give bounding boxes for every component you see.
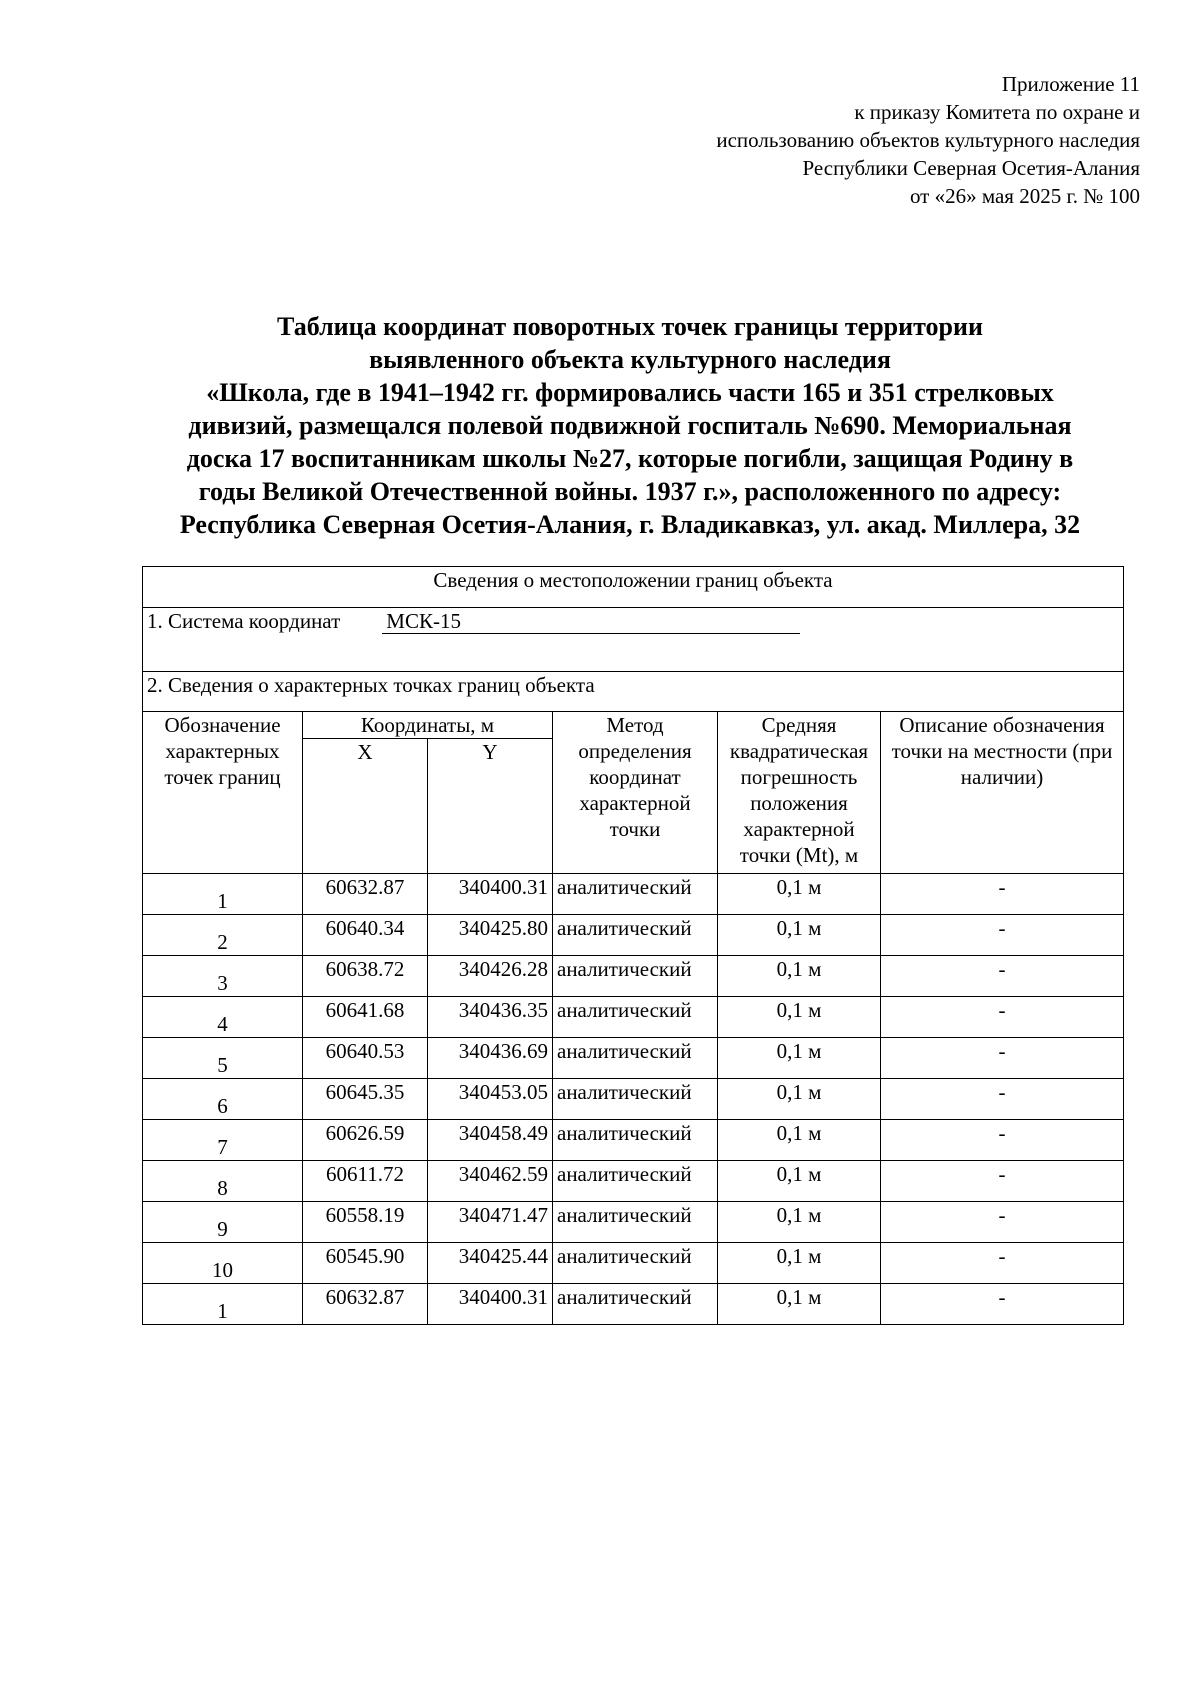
description-cell: - <box>881 997 1124 1038</box>
header-description: Описание обозначения точки на местности (при наличии) <box>881 712 1124 874</box>
method-cell: аналитический <box>553 956 718 997</box>
title-line: дивизий, размещался полевой подвижной госпиталь №690. Мемориальная <box>188 411 1072 440</box>
appendix-line: от «26» мая 2025 г. № 100 <box>909 184 1140 208</box>
appendix-line: к приказу Комитета по охране и <box>854 100 1140 124</box>
title-line: Таблица координат поворотных точек границы территории <box>277 312 983 341</box>
description-cell: - <box>881 1202 1124 1243</box>
error-cell: 0,1 м <box>718 956 881 997</box>
coordinate-system-value: МСК-15 <box>382 609 800 634</box>
table-row <box>143 1243 1124 1284</box>
title-line: «Школа, где в 1941–1942 гг. формировались части 165 и 351 стрелковых <box>206 378 1054 407</box>
description-cell: - <box>881 1284 1124 1325</box>
method-cell: аналитический <box>553 997 718 1038</box>
point-number: 5 <box>143 1038 303 1079</box>
point-number: 7 <box>143 1120 303 1161</box>
coordinate-x: 60641.68 <box>303 997 428 1038</box>
method-cell: аналитический <box>553 1202 718 1243</box>
appendix-line: Республики Северная Осетия-Алания <box>802 156 1140 180</box>
point-number: 3 <box>143 956 303 997</box>
description-cell: - <box>881 915 1124 956</box>
coordinates-table <box>142 566 1124 1325</box>
error-cell: 0,1 м <box>718 1120 881 1161</box>
appendix-header <box>716 70 1140 210</box>
coordinate-y: 340426.28 <box>428 956 553 997</box>
point-number: 9 <box>143 1202 303 1243</box>
coordinate-x: 60626.59 <box>303 1120 428 1161</box>
point-number: 1 <box>143 1284 303 1325</box>
description-cell: - <box>881 874 1124 915</box>
method-cell: аналитический <box>553 1161 718 1202</box>
error-cell: 0,1 м <box>718 1038 881 1079</box>
point-number: 10 <box>143 1243 303 1284</box>
description-cell: - <box>881 1243 1124 1284</box>
coordinate-y: 340400.31 <box>428 874 553 915</box>
coordinate-y: 340425.80 <box>428 915 553 956</box>
method-cell: аналитический <box>553 1120 718 1161</box>
error-cell: 0,1 м <box>718 1202 881 1243</box>
coordinate-x: 60640.53 <box>303 1038 428 1079</box>
appendix-line: использованию объектов культурного наследия <box>716 128 1140 152</box>
method-cell: аналитический <box>553 1284 718 1325</box>
point-number: 8 <box>143 1161 303 1202</box>
section-title: Сведения о местоположении границ объекта <box>143 567 1124 608</box>
header-error: Средняя квадратическая погрешность положения характерной точки (Mt), м <box>718 712 881 874</box>
coordinate-system-label: 1. Система координат <box>147 609 341 633</box>
error-cell: 0,1 м <box>718 915 881 956</box>
title-line: годы Великой Отечественной войны. 1937 г.», расположенного по адресу: <box>198 477 1062 506</box>
coordinate-y: 340400.31 <box>428 1284 553 1325</box>
description-cell: - <box>881 1079 1124 1120</box>
table-row <box>143 1079 1124 1120</box>
coordinate-x: 60640.34 <box>303 915 428 956</box>
description-cell: - <box>881 1120 1124 1161</box>
header-method: Метод определения координат характерной точки <box>553 712 718 874</box>
title-line: Республика Северная Осетия-Алания, г. Владикавказ, ул. акад. Миллера, 32 <box>179 510 1081 539</box>
coordinate-x: 60632.87 <box>303 1284 428 1325</box>
header-x: X <box>303 739 428 874</box>
table-row <box>143 1161 1124 1202</box>
point-number: 1 <box>143 874 303 915</box>
document-title <box>125 310 1135 541</box>
coordinate-y: 340436.35 <box>428 997 553 1038</box>
point-number: 4 <box>143 997 303 1038</box>
error-cell: 0,1 м <box>718 1161 881 1202</box>
point-number: 2 <box>143 915 303 956</box>
coordinate-y: 340458.49 <box>428 1120 553 1161</box>
error-cell: 0,1 м <box>718 1243 881 1284</box>
coordinate-y: 340425.44 <box>428 1243 553 1284</box>
method-cell: аналитический <box>553 915 718 956</box>
coordinate-y: 340462.59 <box>428 1161 553 1202</box>
coordinate-y: 340471.47 <box>428 1202 553 1243</box>
header-designation: Обозначение характерных точек границ <box>143 712 303 874</box>
coordinate-x: 60632.87 <box>303 874 428 915</box>
method-cell: аналитический <box>553 1243 718 1284</box>
description-cell: - <box>881 956 1124 997</box>
header-y: Y <box>428 739 553 874</box>
title-line: выявленного объекта культурного наследия <box>369 345 891 374</box>
table-row <box>143 1120 1124 1161</box>
method-cell: аналитический <box>553 874 718 915</box>
error-cell: 0,1 м <box>718 874 881 915</box>
coordinate-x: 60558.19 <box>303 1202 428 1243</box>
method-cell: аналитический <box>553 1079 718 1120</box>
table-row <box>143 915 1124 956</box>
table-row <box>143 874 1124 915</box>
table-row <box>143 1284 1124 1325</box>
header-coordinates: Координаты, м <box>303 712 553 739</box>
error-cell: 0,1 м <box>718 1284 881 1325</box>
table-row <box>143 1202 1124 1243</box>
error-cell: 0,1 м <box>718 997 881 1038</box>
coordinate-x: 60638.72 <box>303 956 428 997</box>
coordinate-y: 340453.05 <box>428 1079 553 1120</box>
point-number: 6 <box>143 1079 303 1120</box>
table-row <box>143 1038 1124 1079</box>
points-section-title: 2. Сведения о характерных точках границ объекта <box>143 672 1124 712</box>
description-cell: - <box>881 1161 1124 1202</box>
table-row <box>143 956 1124 997</box>
coordinate-y: 340436.69 <box>428 1038 553 1079</box>
coordinate-x: 60545.90 <box>303 1243 428 1284</box>
error-cell: 0,1 м <box>718 1079 881 1120</box>
coordinate-x: 60645.35 <box>303 1079 428 1120</box>
description-cell: - <box>881 1038 1124 1079</box>
table-row <box>143 997 1124 1038</box>
method-cell: аналитический <box>553 1038 718 1079</box>
title-line: доска 17 воспитанникам школы №27, которые погибли, защищая Родину в <box>186 444 1074 473</box>
appendix-line: Приложение 11 <box>1001 72 1140 96</box>
coordinate-x: 60611.72 <box>303 1161 428 1202</box>
coordinate-system-row <box>143 608 1124 672</box>
